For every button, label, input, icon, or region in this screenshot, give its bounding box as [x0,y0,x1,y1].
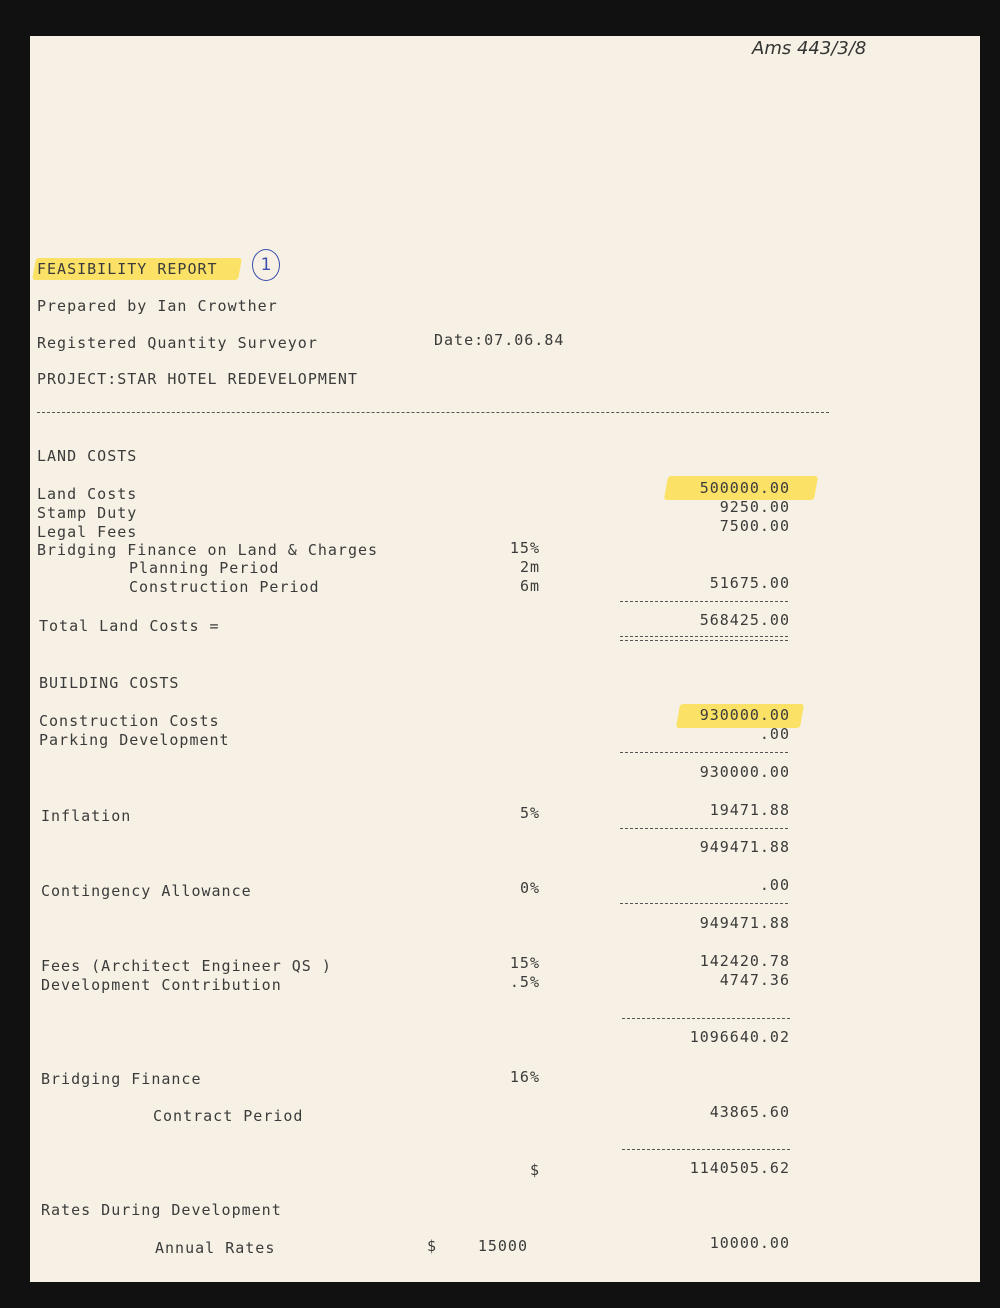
building-subtotal-1: 930000.00 [699,763,790,781]
report-title: FEASIBILITY REPORT [37,260,218,278]
development-contribution-rate: .5% [509,973,540,991]
contingency-label: Contingency Allowance [41,882,252,900]
rates-heading: Rates During Development [41,1201,282,1219]
annual-rates-amount: 15000 [477,1237,528,1255]
land-costs-heading: LAND COSTS [37,447,138,465]
header-divider [37,412,829,413]
legal-fees-value: 7500.00 [719,517,790,535]
building-subtotal-2: 949471.88 [699,838,790,856]
bridging-finance-label: Bridging Finance [41,1070,202,1088]
building-total-currency: $ [530,1161,541,1179]
land-costs-value: 500000.00 [699,479,790,497]
building-rule-1 [620,752,788,753]
project-name: PROJECT:STAR HOTEL REDEVELOPMENT [37,370,358,388]
inflation-label: Inflation [41,807,132,825]
inflation-value: 19471.88 [709,801,790,819]
fees-rate: 15% [509,954,540,972]
total-land-costs-value: 568425.00 [699,611,790,629]
land-costs-label: Land Costs [37,485,138,503]
archive-reference: Ams 443/3/8 [752,38,867,59]
building-rule-5 [622,1149,790,1150]
document-page [30,36,980,1282]
bridging-finance-rate: 16% [509,1068,540,1086]
fees-value: 142420.78 [699,952,790,970]
stamp-duty-label: Stamp Duty [37,504,138,522]
annual-rates-currency: $ [427,1237,438,1255]
planning-period-value: 2m [519,558,540,576]
building-total-value: 1140505.62 [689,1159,790,1177]
building-costs-heading: BUILDING COSTS [39,674,180,692]
stamp-duty-value: 9250.00 [719,498,790,516]
prepared-by: Prepared by Ian Crowther [37,297,278,315]
building-rule-2 [620,828,788,829]
land-total-double-rule [620,636,788,641]
land-subtotal-rule [620,601,788,602]
inflation-rate: 5% [519,804,540,822]
contingency-rate: 0% [519,879,540,897]
building-subtotal-4: 1096640.02 [689,1028,790,1046]
annual-rates-label: Annual Rates [155,1239,276,1257]
parking-development-label: Parking Development [39,731,230,749]
bridging-land-rate: 15% [509,539,540,557]
construction-period-value: 51675.00 [709,574,790,592]
contract-period-label: Contract Period [153,1107,304,1125]
construction-costs-value: 930000.00 [699,706,790,724]
fees-label: Fees (Architect Engineer QS ) [41,957,332,975]
building-subtotal-3: 949471.88 [699,914,790,932]
construction-period-months: 6m [519,577,540,595]
contract-period-value: 43865.60 [709,1103,790,1121]
annual-rates-value: 10000.00 [709,1234,790,1252]
legal-fees-label: Legal Fees [37,523,138,541]
report-number-circle: 1 [252,249,280,281]
building-rule-3 [620,903,788,904]
surveyor-role: Registered Quantity Surveyor [37,334,318,352]
construction-costs-label: Construction Costs [39,712,220,730]
report-date: Date:07.06.84 [434,331,565,349]
building-rule-4 [622,1018,790,1019]
bridging-land-label: Bridging Finance on Land & Charges [37,541,379,559]
contingency-value: .00 [759,876,790,894]
development-contribution-label: Development Contribution [41,976,282,994]
planning-period-label: Planning Period [129,559,280,577]
development-contribution-value: 4747.36 [719,971,790,989]
parking-development-value: .00 [759,725,790,743]
construction-period-label: Construction Period [129,578,320,596]
total-land-costs-label: Total Land Costs = [39,617,220,635]
